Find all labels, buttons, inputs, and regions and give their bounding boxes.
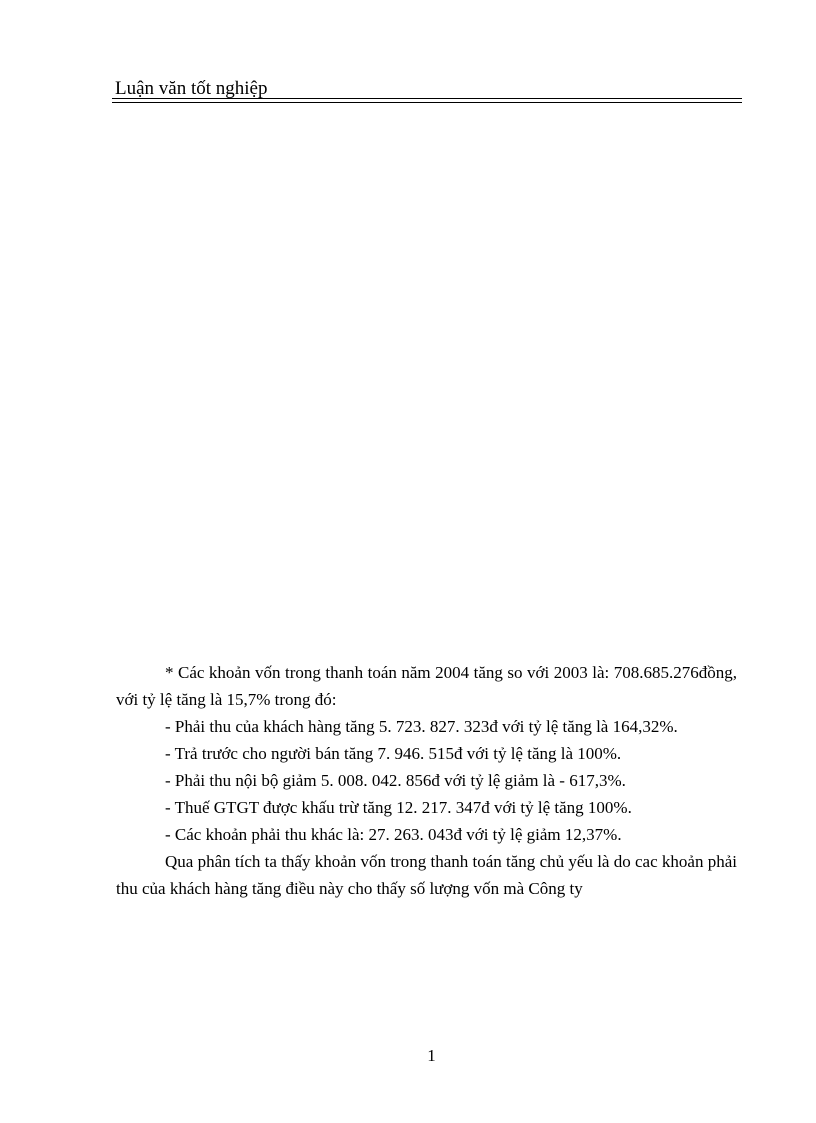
paragraph-deductible-vat: - Thuế GTGT được khấu trừ tăng 12. 217. 347đ với tỷ lệ tăng 100%. (165, 798, 632, 817)
paragraph-internal-receivables: - Phải thu nội bộ giảm 5. 008. 042. 856đ với tỷ lệ giảm là - 617,3%. (165, 771, 626, 790)
header-title: Luận văn tốt nghiệp (115, 78, 268, 99)
paragraph-customer-receivables: - Phải thu của khách hàng tăng 5. 723. 827. 323đ với tỷ lệ tăng là 164,32%. (165, 717, 678, 736)
body-text (116, 659, 737, 902)
paragraph-prepayment-to-sellers: - Trả trước cho người bán tăng 7. 946. 515đ với tỷ lệ tăng là 100%. (165, 744, 622, 763)
paragraph-capital-summary: * Các khoản vốn trong thanh toán năm 2004 tăng so với 2003 là: 708.685.276đồng, với tỷ lệ tăng là 15,7% trong đó: (116, 663, 737, 709)
header-double-rule (112, 98, 742, 103)
page-number: 1 (427, 1046, 436, 1065)
paragraph-analysis-conclusion: Qua phân tích ta thấy khoản vốn trong thanh toán tăng chủ yếu là do cac khoản phải thu của khách hàng tăng điều này cho thấy số lượng vốn mà Công ty (116, 852, 737, 898)
paragraph-other-receivables: - Các khoản phải thu khác là: 27. 263. 043đ với tỷ lệ giảm 12,37%. (165, 825, 622, 844)
